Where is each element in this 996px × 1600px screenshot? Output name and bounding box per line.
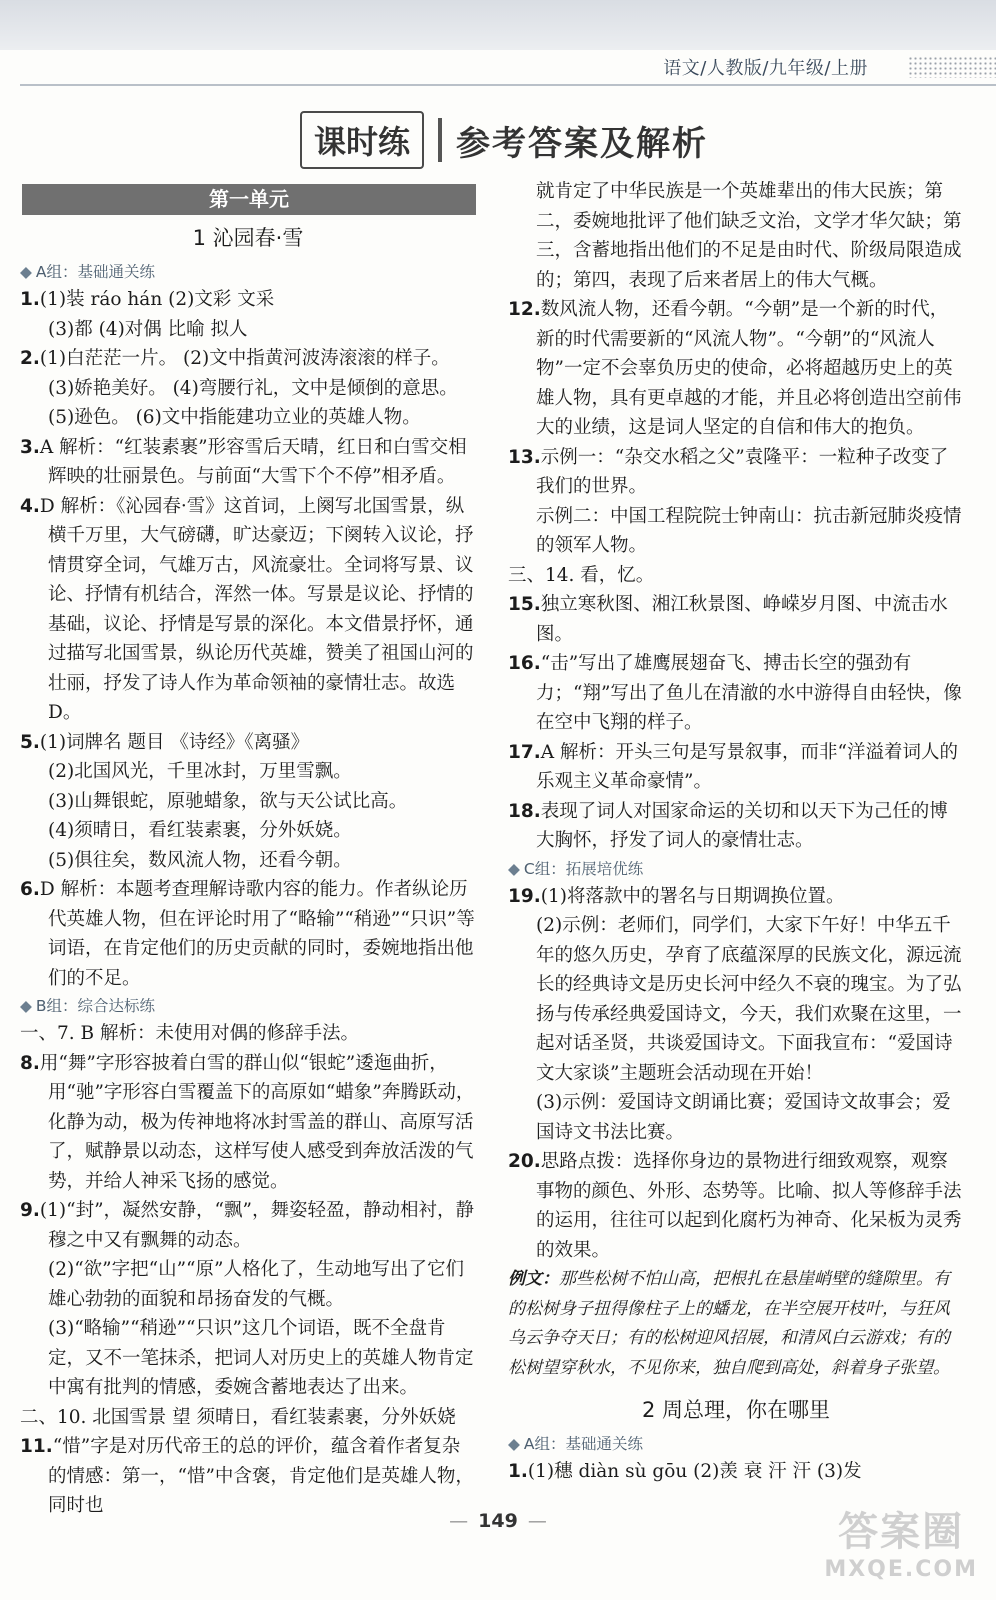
right-column <box>508 177 964 1487</box>
title-box: 课时练 <box>300 111 424 169</box>
answer-19-cont: (2)示例：老师们，同学们，大家下午好！中华五千年的悠久历史，孕育了底蕴深厚的民族文化，源远流长的经典诗文是历史长河中经久不衰的瑰宝。为了弘扬与传承经典爱国诗文，今天，我们欢聚在这里，一起对话圣贤，共谈爱国诗文。下面我宣布：“爱国诗文大家谈”主题班会活动现在开始！ <box>536 915 962 1084</box>
answer-1-cont: (3)都 (4)对偶 比喻 拟人 <box>48 318 248 340</box>
answer-11: 11.“惜”字是对历代帝王的总的评价，蕴含着作者复杂的情感：第一，“惜”中含褒，肯定他们是英雄人物，同时也 <box>20 1436 474 1516</box>
page-number: — 149 — <box>449 1510 547 1532</box>
answer-8: 8.用“舞”字形容披着白雪的群山似“银蛇”逶迤曲折，用“驰”字形容白雪覆盖下的高原如“蜡象”奔腾跃动，化静为动，极为传神地将冰封雪盖的群山、高原写活了，赋静景以动态，这样写使人感受到奔放活泼的气势，并给人神采飞扬的感觉。 <box>20 1052 475 1192</box>
diamond-icon: ◆ <box>508 1435 520 1453</box>
watermark-logo: 答案圈 <box>838 1509 965 1555</box>
answer-3: 3.A 解析：“红装素裹”形容雪后天晴，红日和白雪交相辉映的壮丽景色。与前面“大雪下个不停”相矛盾。 <box>20 436 467 487</box>
watermark-url: MXQE.COM <box>824 1557 978 1582</box>
left-column <box>20 184 476 1521</box>
unit-heading: 第一单元 <box>22 184 476 215</box>
answer-lesson2-1: 1.(1)穗 diàn sù gōu (2)羡 衰 汗 汗 (3)发 <box>508 1461 862 1482</box>
group-heading-a: ◆ A组：基础通关练 <box>20 263 156 281</box>
title-divider <box>438 118 442 162</box>
answer-12: 12.数风流人物，还看今朝。“今朝”是一个新的时代，新的时代需要新的“风流人物”。“今朝”的“风流人物”一定不会辜负历史的使命，必将超越历史上的英雄人物，具有更卓越的才能，并且必将创造出空前伟大的业绩，这是词人坚定的自信和伟大的抱负。 <box>508 299 962 438</box>
answer-20: 20.思路点拨：选择你身边的景物进行细致观察，观察事物的颜色、外形、态势等。比喻、拟人等修辞手法的运用，往往可以起到化腐朽为神奇、化呆板为灵秀的效果。 <box>508 1151 962 1261</box>
answer-18: 18.表现了词人对国家命运的关切和以天下为己任的博大胸怀，抒发了词人的豪情壮志。 <box>508 800 948 851</box>
answer-16: 16.“击”写出了雄鹰展翅奋飞、搏击长空的强劲有力；“翔”写出了鱼儿在清澈的水中游得自由轻快，像在空中飞翔的样子。 <box>508 653 962 733</box>
group-heading-b: ◆ B组：综合达标练 <box>20 997 156 1015</box>
answer-2-cont: (5)逊色。 (6)文中指能建功立业的英雄人物。 <box>48 407 421 428</box>
group-heading-c: ◆ C组：拓展培优练 <box>508 859 644 878</box>
breadcrumb: 语文/人教版/九年级/上册 <box>663 58 868 79</box>
answer-2-cont: (3)娇艳美好。 (4)弯腰行礼，文中是倾倒的意思。 <box>48 377 458 399</box>
answer-19-cont: (3)示例：爱国诗文朗诵比赛；爱国诗文故事会；爱国诗文书法比赛。 <box>536 1092 951 1143</box>
answer-19: 19.(1)将落款中的署名与日期调换位置。 <box>508 885 845 907</box>
answer-2: 2.(1)白茫茫一片。 (2)文中指黄河波涛滚滚的样子。 <box>20 348 450 369</box>
answer-5-cont: (2)北国风光，千里冰封，万里雪飘。 <box>48 761 352 782</box>
header-rule <box>20 84 996 86</box>
title-main: 参考答案及解析 <box>456 123 709 164</box>
answer-7: 一、7. B 解析：未使用对偶的修辞手法。 <box>20 1023 360 1044</box>
example-label: 例文： <box>508 1269 559 1289</box>
answer-6: 6.D 解析：本题考查理解诗歌内容的能力。作者纵论历代英雄人物，但在评论时用了“略输”“稍逊”“只识”等词语，在肯定他们的历史贡献的同时，委婉地指出他们的不足。 <box>20 879 475 989</box>
answer-5: 5.(1)词牌名 题目 《诗经》《离骚》 <box>20 731 310 753</box>
answer-1: 1.(1)装 ráo hán (2)文彩 文采 <box>20 289 275 310</box>
header-dots <box>908 56 996 78</box>
header-band <box>0 0 996 50</box>
answer-5-cont: (5)俱往矣，数风流人物，还看今朝。 <box>48 849 352 871</box>
diamond-icon: ◆ <box>20 997 32 1015</box>
answer-13-cont: 示例二：中国工程院院士钟南山：抗击新冠肺炎疫情的领军人物。 <box>536 505 962 556</box>
page-title <box>300 112 708 168</box>
answer-9: 9.(1)“封”，凝然安静，“飘”，舞姿轻盈，静动相衬，静穆之中又有飘舞的动态。 <box>20 1200 474 1251</box>
example-essay: 例文：那些松树不怕山高，把根扎在悬崖峭壁的缝隙里。有的松树身子扭得像柱子上的蟠龙，在半空展开枝叶，与狂风乌云争夺天日；有的松树迎风招展，和清风白云游戏；有的松树望穿秋水，不见你来，独自爬到高处，斜着身子张望。 <box>508 1269 950 1378</box>
lesson-title-2: 2 周总理，你在哪里 <box>641 1398 831 1422</box>
watermark <box>824 1500 978 1582</box>
answer-4: 4.D 解析：《沁园春·雪》这首词，上阕写北国雪景，纵横千万里，大气磅礴，旷达豪迈；下阕转入议论，抒情贯穿全词，气雄万古，风流豪壮。全词将写景、议论、抒情有机结合，浑然一体。写景是议论、抒情的基础，议论、抒情是写景的深化。本文借景抒怀，通过描写北国雪景，纵论历代英雄，赞美了祖国山河的壮丽，抒发了诗人作为革命领袖的豪情壮志。故选D。 <box>20 495 474 723</box>
answer-17: 17.A 解析：开头三句是写景叙事，而非“洋溢着词人的乐观主义革命豪情”。 <box>508 741 958 792</box>
answer-10: 二、10. 北国雪景 望 须晴日，看红装素裹，分外妖娆 <box>20 1406 456 1428</box>
answer-11-cont: 就肯定了中华民族是一个英雄辈出的伟大民族；第二，委婉地批评了他们缺乏文治，文学才华欠缺；第三，含蓄地指出他们的不足是由时代、阶级局限造成的；第四，表现了后来者居上的伟大气概。 <box>536 181 962 291</box>
answer-5-cont: (4)须晴日，看红装素裹，分外妖娆。 <box>48 820 352 841</box>
answer-9-cont: (2)“欲”字把“山”“原”人格化了，生动地写出了它们雄心勃勃的面貌和昂扬奋发的气概。 <box>48 1259 464 1310</box>
answer-14: 三、14. 看，忆。 <box>508 564 655 586</box>
answer-5-cont: (3)山舞银蛇，原驰蜡象，欲与天公试比高。 <box>48 790 408 812</box>
answer-13: 13.示例一：“杂交水稻之父”袁隆平：一粒种子改变了我们的世界。 <box>508 446 949 497</box>
lesson-title: 1 沁园春·雪 <box>192 226 304 250</box>
diamond-icon: ◆ <box>20 263 32 281</box>
answer-9-cont: (3)“略输”“稍逊”“只识”这几个词语，既不全盘肯定，又不一笔抹杀，把词人对历史上的英雄人物肯定中寓有批判的情感，委婉含蓄地表达了出来。 <box>48 1318 474 1398</box>
diamond-icon: ◆ <box>508 859 520 878</box>
answer-15: 15.独立寒秋图、湘江秋景图、峥嵘岁月图、中流击水图。 <box>508 594 948 645</box>
group-heading-a2: ◆ A组：基础通关练 <box>508 1435 644 1453</box>
